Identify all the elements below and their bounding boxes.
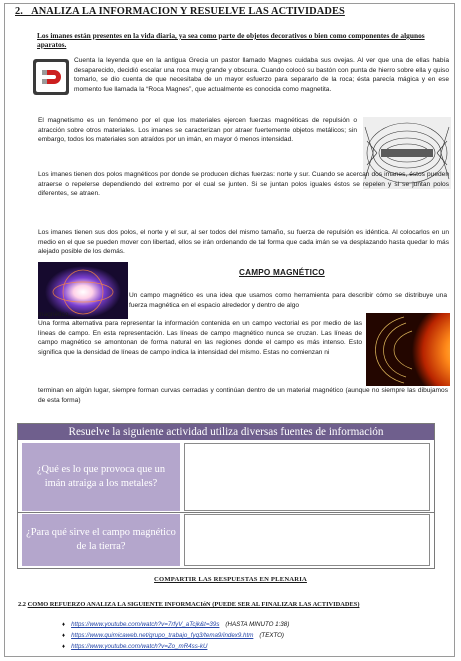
field-lines-paragraph: Una forma alternativa para representar la información contenida en un campo vectorial es por medio de las líneas de campo. En esta representación. Las líneas de campo magnético nunca se cruzan. Las líneas de campo magnético se amontonan de forma natural en las regiones donde el campo es más intenso. Esto significa que la densidad de líneas de campo indica la intensidad del mismo. Estas no comienzan ni bbox=[38, 320, 362, 356]
resource-link-3 bbox=[62, 643, 207, 650]
resource-link-2 bbox=[62, 632, 284, 639]
repulsion-paragraph: Los imanes tienen sus dos polos, el norte y el sur, al ser todos del mismo tamaño, su fuerza de repulsión es idéntica. Al colocarlos en un medio en el que se pueden mover con libertad, ellos se irán ordenando de tal forma que cada imán se va desplazando hasta quedar lo más alejado posible de los demás. bbox=[38, 229, 449, 255]
activity-table bbox=[17, 423, 435, 569]
section-heading bbox=[15, 6, 345, 17]
bullet-icon: ♦ bbox=[62, 643, 66, 650]
field-lines-paragraph-end: terminan en algún lugar, siempre forman curvas cerradas y continúan dentro de un material magnético (aunque no siempre las dibujamos de esta forma) bbox=[38, 387, 448, 404]
resource-url-3[interactable]: https://www.youtube.com/watch?v=Zo_mR4ss-kU bbox=[71, 643, 208, 650]
table-row-divider bbox=[18, 512, 434, 513]
magnetic-field-title: CAMPO MAGNÉTICO bbox=[239, 268, 325, 277]
reinforcement-activity bbox=[18, 601, 359, 608]
magnet-image bbox=[32, 58, 70, 96]
section-title: ANALIZA LA INFORMACION Y RESUELVE LAS ACTIVIDADES bbox=[31, 6, 345, 17]
question-cell-1: ¿Qué es lo que provoca que un imán atraiga a los metales? bbox=[22, 443, 180, 511]
section-number: 2. bbox=[15, 6, 23, 17]
sun-field-lines-image bbox=[366, 313, 450, 386]
magnetism-paragraph: El magnetismo es un fenómeno por el que los materiales ejercen fuerzas magnéticas de repulsión o atracción sobre otros materiales. Los imanes se caracterizan por atraer fuertemente objetos metálicos; sin embargo, todos los materiales son atraídos por un imán, en mayor ó menos intensidad. bbox=[38, 117, 357, 143]
resource-note-2: (TEXTO) bbox=[259, 632, 284, 639]
magnetic-field-paragraph-end: magnético. bbox=[38, 311, 71, 318]
intro-text: Los imanes están presentes en la vida diaria, ya sea como parte de objetos decorativos o bien como componentes de algunos aparatos. bbox=[37, 31, 425, 49]
activity-number: 2.2 bbox=[18, 601, 26, 608]
resource-url-2[interactable]: https://www.quimicaweb.net/grupo_trabajo_fyq3/tema9/index9.htm bbox=[71, 632, 254, 639]
resource-link-1 bbox=[62, 621, 289, 628]
answer-cell-2[interactable] bbox=[184, 514, 430, 566]
share-answers-note: COMPARTIR LAS RESPUESTAS EN PLENARIA bbox=[154, 576, 307, 583]
answer-cell-1[interactable] bbox=[184, 443, 430, 511]
question-cell-2: ¿Para qué sirve el campo magnético de la tierra? bbox=[22, 514, 180, 566]
legend-paragraph: Cuenta la leyenda que en la antigua Grecia un pastor llamado Magnes cuidaba sus ovejas. Al ver que una de ellas había desaparecido, decidió escalar una roca muy grande y obscura. Cuando colocó su bastón con punta de hierro sobre ella y quiso tomarlo, se dio cuenta de que necesitaba de un mayor esfuerzo para separarlo de la roca; ésta parecía mágica y en ese momento fue llamada la “Roca Magnes”, que actualmente es conocida como magnetita. bbox=[74, 57, 449, 93]
activity-text: COMO REFUERZO ANALIZA LA SIGUIENTE INFORMACIóN (PUEDE SER AL FINALIZAR LAS ACTIVIDADES) bbox=[27, 601, 360, 608]
bullet-icon: ♦ bbox=[62, 621, 66, 628]
magnetic-field-paragraph: Un campo magnético es una idea que usamos como herramienta para describir cómo se distribuye una fuerza magnética en el espacio alrededor y dentro de algo bbox=[129, 292, 447, 309]
poles-paragraph: Los imanes tienen dos polos magnéticos por donde se producen dichas fuerzas: norte y sur. Cuando se acercan dos imanes, éstos pueden atraerse o repelerse dependiendo del extremo por el cual se junten. Si se juntan polos iguales éstos se repelen y si se juntan polos diferentes, se atraen. bbox=[38, 171, 449, 197]
resource-url-1[interactable]: https://www.youtube.com/watch?v=7rfyV_aTcjk&t=39s bbox=[71, 621, 220, 628]
bullet-icon: ♦ bbox=[62, 632, 66, 639]
activity-table-header: Resuelve la siguiente actividad utiliza diversas fuentes de información bbox=[18, 424, 434, 440]
resource-note-1: (HASTA MINUTO 1:38) bbox=[225, 621, 290, 628]
